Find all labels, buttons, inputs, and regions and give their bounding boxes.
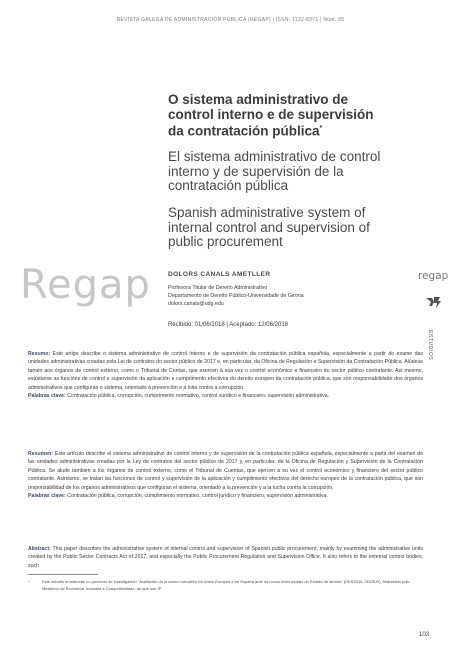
received-accepted-dates: Recibido: 01/06/2018 | Aceptado: 12/06/2018 [168,322,288,328]
regap-logo: Regap [20,262,151,308]
journal-header: REVISTA GALEGA DE ADMINISTRACIÓN PÚBLICA (REGAP) | ISSN: 1132-8371 | Núm. 55 [116,17,345,23]
footnote-marker: * [28,579,30,584]
title-spanish: El sistema administrativo de control interno y de supervisión de la contratación pública [168,149,381,193]
resumen-keywords-label: Palabras clave: [28,493,66,500]
galicia-emblem-icon [425,295,443,314]
title-english: Spanish administrative system of internal control and supervision of public procurement [168,205,370,249]
regap-small-logo: regap [418,270,449,282]
abstract-label: Abstract: [28,546,51,552]
author-name: DOLORS CANALS AMETLLER [168,271,271,278]
page-number: 103 [419,632,430,638]
resumen-text: Este artículo describe el sistema administrativo de control interno y de supervisión de la contratación pública española, especialmente a partir del examen de las unidades administrativas creadas por la Ley de contratos del sector público de 2017 y, en particular, de la Oficina de Regulación y Supervisión de la Contratación Pública. Se alude también a los órganos de control externo, como el Tribunal de Cuentas, que ejercen a su vez el control económico y financiero del sector público contratante. Asimismo, se tratan las funciones de control y supervisión de la aplicación y cumplimiento efectivos del derecho europeo de la contratación pública, que son responsabilidad de los órganos administrativos que configuran el sistema, orientado a la prevención y a la lucha contra la corrupción. [28,451,423,491]
resumen-keywords: Contratación pública, corrupción, cumplimiento normativo, control jurídico y financiero, supervisión administrativa. [67,493,328,500]
resumen-label: Resumen: [28,451,54,457]
abstract-block [28,545,423,570]
author-position: Profesora Titular de Dereito Administrativo [168,285,268,291]
resumen-block [28,450,423,500]
footnote [28,579,423,592]
section-label [423,330,435,360]
author-department: Departamento de Dereito Público-Universidade de Girona [168,293,304,299]
resumo-label: Resumo: [28,351,51,357]
section-label-text: ESTUDIOS [427,330,433,361]
footnote-text: Este estudio enmárcase no proxecto de investigación "Avaliación do proceso normativo na Unión Europea e en España ante os novos retos sociais do Estado de dereito" (DER2016-76325-R), financiado polo Ministerio de Economía, Industria e Competitividade, do que son IP. [42,579,410,591]
resumo-block [28,350,423,400]
title-footnote-marker: * [319,125,323,132]
footnote-divider [28,574,98,575]
resumo-keywords: Contratación pública, corrupción, cumprimento normativo, control xurídico e financeiro, supervisión administrativa. [67,393,330,400]
title-galician-text: O sistema administrativo de control interno e de supervisión da contratación pública [168,92,374,139]
resumo-keywords-label: Palabras clave: [28,393,66,400]
title-galician [168,93,388,139]
author-email: dolors.canals@udg.edu [168,301,224,307]
abstract-text: This paper describes the administrative system of internal control and supervision of Spanish public procurement, mainly by examining the administrative units created by the Public Sector Contracts Act of 2017, and especially the Public Procurement Regulation and Supervision Office. It also refers to the external control bodies, such [28,546,423,569]
resumo-text: Este artigo describe o sistema administrativo de control interno e de supervisión da contratación pública española, especialmente a partir do exame das unidades administrativas creadas pola Lei de contratos do sector público de 2017 e, en particular, da Oficina de Regulación e Supervisión da Contratación Pública. Alúdese tamén aos órganos de control externo, como o Tribunal de Contas, que exercen á súa vez o control económico e financeiro do sector público contratante. Así mesmo, estúdanse as funcións de control e supervisión da aplicación e cumprimento efectivos do dereito europeo da contratación pública, que son responsabilidade dos órganos administrativos que configuran o sistema, orientado á prevención e á loita contra a corrupción. [28,351,423,391]
